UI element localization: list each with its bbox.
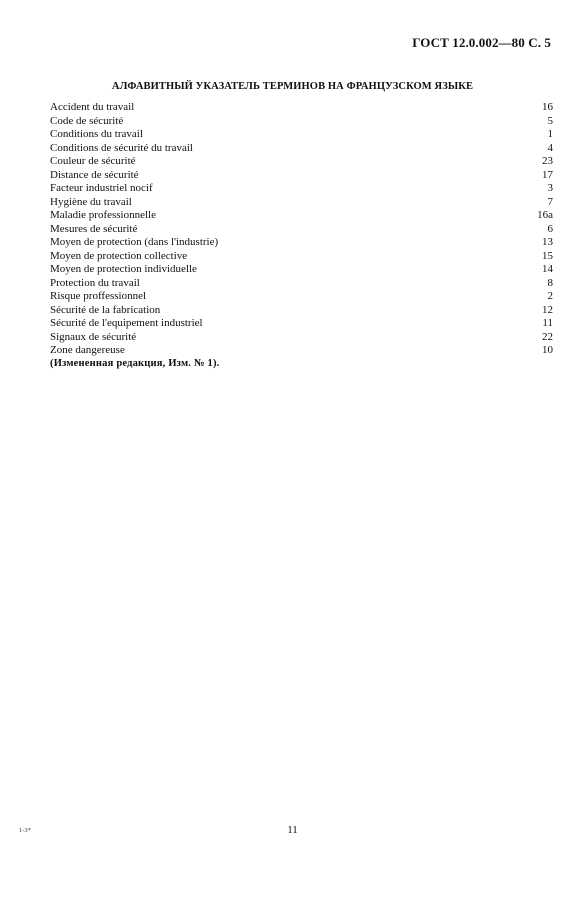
index-entry — [50, 263, 553, 277]
entry-term: Distance de sécurité — [50, 168, 139, 181]
entry-term: Zone dangereuse — [50, 344, 125, 356]
entry-ref: 5 — [547, 114, 553, 127]
entry-term: Mesures de sécurité — [50, 222, 138, 235]
index-entry — [50, 142, 553, 156]
entry-term: Couleur de sécurité — [50, 155, 136, 167]
page-header: ГОСТ 12.0.002—80 С. 5 — [412, 35, 551, 50]
entry-ref: 14 — [542, 263, 553, 275]
entry-ref: 17 — [542, 168, 553, 181]
index-entry — [50, 344, 553, 358]
entry-term: Facteur industriel nocif — [50, 182, 153, 194]
index-entry — [50, 209, 553, 223]
entry-ref: 3 — [547, 182, 553, 194]
entry-term: Moyen de protection collective — [50, 249, 188, 262]
entry-term: Conditions du travail — [50, 128, 143, 140]
index-entry — [50, 115, 553, 129]
index-entry — [50, 331, 553, 345]
entry-term: Protection du travail — [50, 276, 140, 289]
index-entry — [50, 250, 553, 264]
page-number: 11 — [287, 824, 298, 836]
entry-term: Conditions de sécurité du travail — [50, 141, 193, 154]
index-entry — [50, 290, 553, 304]
entry-term: Code de sécurité — [50, 114, 124, 127]
entry-ref: 13 — [542, 236, 553, 248]
entry-ref: 11 — [542, 317, 553, 329]
index-entry — [50, 155, 553, 169]
entry-ref: 7 — [547, 195, 553, 208]
entry-term: Moyen de protection individuelle — [50, 263, 197, 275]
entry-term: Risque proffessionnel — [50, 290, 147, 302]
index-entry — [50, 277, 553, 291]
entry-ref: 8 — [547, 276, 553, 289]
entry-ref: 6 — [547, 222, 553, 235]
entry-ref: 10 — [542, 344, 553, 356]
entry-term: Signaux de sécurité — [50, 330, 137, 343]
index-entry — [50, 304, 553, 318]
entry-ref: 2 — [547, 290, 553, 302]
entry-term: Moyen de protection (dans l'industrie) — [50, 236, 219, 248]
entry-term: Maladie professionnelle — [50, 209, 156, 221]
index-entry — [50, 169, 553, 183]
entry-term: Sécurité de l'equipement industriel — [50, 317, 203, 329]
page-title: АЛФАВИТНЫЙ УКАЗАТЕЛЬ ТЕРМИНОВ НА ФРАНЦУЗСКОМ ЯЗЫКЕ — [111, 81, 474, 92]
index-entry — [50, 236, 553, 250]
term-index-list — [50, 101, 553, 358]
index-entry — [50, 317, 553, 331]
entry-ref: 22 — [542, 330, 553, 343]
index-entry — [50, 223, 553, 237]
entry-ref: 1 — [547, 128, 553, 140]
entry-ref: 16a — [537, 209, 553, 221]
entry-ref: 23 — [542, 155, 553, 167]
index-entry — [50, 196, 553, 210]
entry-term: Accident du travail — [50, 101, 135, 113]
entry-ref: 16 — [542, 101, 553, 113]
entry-term: Hygiène du travail — [50, 195, 132, 208]
entry-ref: 12 — [542, 303, 553, 316]
edition-note: (Измененная редакция, Изм. № 1). — [50, 358, 220, 369]
index-entry — [50, 101, 553, 115]
entry-term: Sécurité de la fabrication — [50, 303, 161, 316]
index-entry — [50, 128, 553, 142]
footer-mark: 1-3* — [19, 827, 31, 834]
entry-ref: 15 — [542, 249, 553, 262]
entry-ref: 4 — [547, 141, 553, 154]
index-entry — [50, 182, 553, 196]
